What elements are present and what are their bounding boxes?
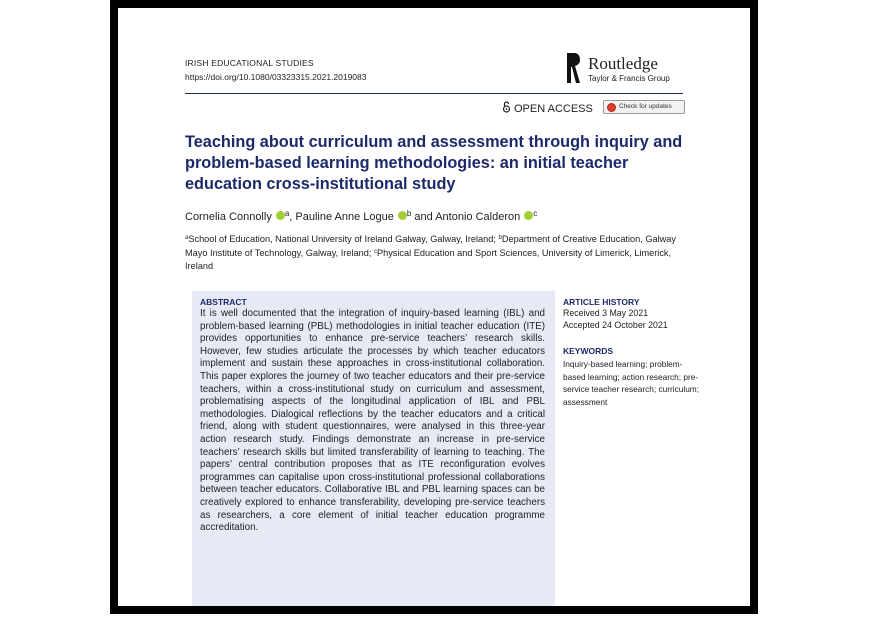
- affil-text: School of Education, National University of Ireland Galway, Galway, Ireland;: [188, 234, 499, 244]
- article-title: Teaching about curriculum and assessment through inquiry and problem-based learning methodologies: an initial teacher education cross-institutional study: [185, 133, 683, 193]
- author-sup: b: [406, 209, 412, 218]
- affiliations: [185, 232, 691, 273]
- open-access-label: [502, 101, 593, 115]
- affil-sup: c: [373, 249, 377, 255]
- open-access-lock-icon: [502, 101, 511, 113]
- open-access-text: OPEN ACCESS: [514, 103, 593, 115]
- author-connector: and: [414, 211, 433, 223]
- accepted-date: Accepted 24 October 2021: [563, 320, 668, 330]
- header-divider: [185, 93, 683, 94]
- check-updates-label: Check for updates: [619, 103, 672, 110]
- publisher-logo: [561, 52, 685, 88]
- author-sup: a: [284, 209, 290, 218]
- keywords-text: Inquiry-based learning; problem-based learning; action research; pre-service teacher research; curriculum; assessment: [563, 359, 700, 407]
- keywords-heading: KEYWORDS: [563, 346, 614, 356]
- check-updates-icon: [607, 103, 616, 112]
- author-list: [185, 209, 537, 223]
- received-date: Received 3 May 2021: [563, 308, 649, 318]
- publisher-name: Routledge: [588, 54, 658, 73]
- abstract-heading: ABSTRACT: [200, 297, 247, 307]
- journal-name: IRISH EDUCATIONAL STUDIES: [185, 58, 314, 68]
- article-history-heading: ARTICLE HISTORY: [563, 297, 640, 307]
- orcid-icon[interactable]: [524, 211, 533, 220]
- author-name[interactable]: Antonio Calderon: [435, 211, 521, 223]
- affil-text: Physical Education and Sport Sciences, University of Limerick, Limerick, Ireland: [185, 248, 672, 271]
- paper-page: [118, 8, 750, 606]
- publisher-subtitle: Taylor & Francis Group: [588, 74, 670, 83]
- affil-sup: b: [498, 235, 502, 241]
- orcid-icon[interactable]: [398, 211, 407, 220]
- abstract-text: It is well documented that the integration of inquiry-based learning (IBL) and problem-based learning (PBL) methodologies in initial teacher education (ITE) provides opportunities to enhance pre-service teachers’ research skills. However, few studies articulate the processes by which teacher educators implement and sustain these approaches in cross-institutional collaboration. This paper explores the journey of two teacher educators and their pre-service teachers, within a cross-institutional study on curriculum and assessment, problematising aspects of the longitudinal application of IBL and PBL methodologies. Dialogical reflections by the teacher educators and a critical friend, along with student questionnaires, were analysed in this three-year action research study. Findings demonstrate an increase in pre-service teachers’ research skills but limited transferability of learning to teaching. The papers’ central contribution proposes that as ITE reconfiguration evolves programmes can capitalise upon cross-institutional professional collaborations between teacher educators. Collaborative IBL and PBL learning spaces can be creatively explored to enhance transferability, developing pre-service teachers as researchers, a core element of initial teacher education programme accreditation.: [200, 308, 545, 534]
- doi-link[interactable]: https://doi.org/10.1080/03323315.2021.2019083: [185, 72, 367, 82]
- routledge-logo-icon: [565, 52, 581, 84]
- author-sup: c: [533, 209, 538, 218]
- affil-sup: a: [185, 235, 189, 241]
- author-name[interactable]: Cornelia Connolly: [185, 211, 272, 223]
- affil-text: Department of Creative Education, Galway Mayo Institute of Technology, Galway, Ireland;: [185, 234, 676, 258]
- author-name[interactable]: Pauline Anne Logue: [295, 211, 394, 223]
- author-separator: ,: [289, 211, 293, 223]
- orcid-icon[interactable]: [276, 211, 285, 220]
- check-updates-button[interactable]: [603, 100, 685, 114]
